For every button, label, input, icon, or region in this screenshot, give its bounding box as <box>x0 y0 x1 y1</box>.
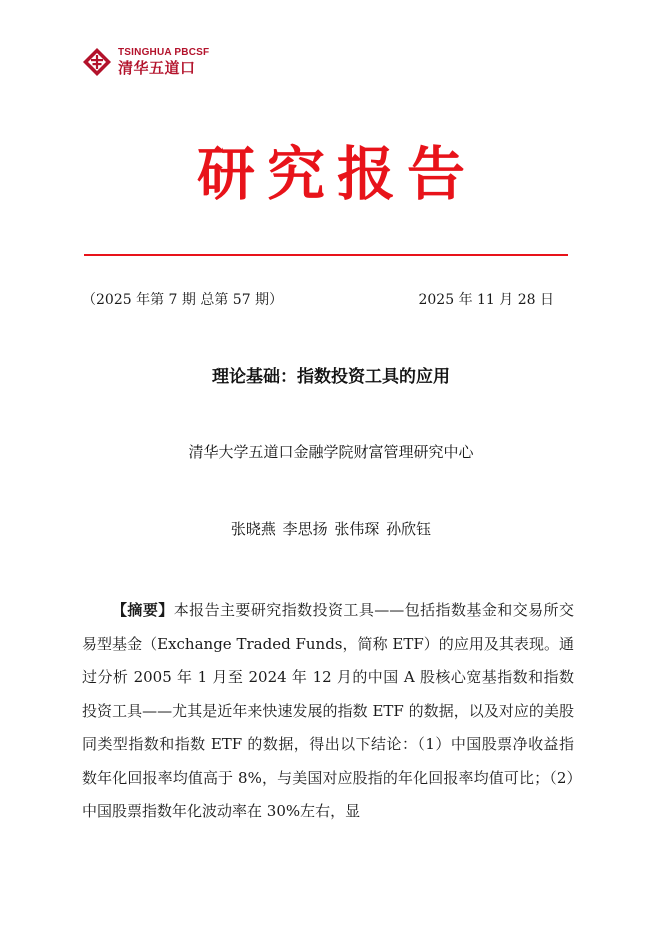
research-institution: 清华大学五道口金融学院财富管理研究中心 <box>188 443 474 461</box>
logo-chinese-name: 清华五道口 <box>118 59 196 77</box>
issue-number: （2025 年第 7 期 总第 57 期） <box>82 292 284 308</box>
publish-date: 2025 年 11 月 28 日 <box>418 292 554 308</box>
pbcsf-logo-icon <box>82 47 112 77</box>
abstract-label: 【摘要】 <box>112 601 174 619</box>
report-heading: 研究报告 <box>196 140 477 208</box>
article-title: 理论基础：指数投资工具的应用 <box>212 367 450 387</box>
abstract-paragraph <box>82 594 574 829</box>
heading-divider <box>84 254 568 256</box>
institution-logo <box>82 47 209 77</box>
author-list: 张晓燕 李思扬 张伟琛 孙欣钰 <box>230 520 432 538</box>
abstract-text: 本报告主要研究指数投资工具——包括指数基金和交易所交易型基金（Exchange Traded Funds，简称 ETF）的应用及其表现。通过分析 2005 年 1 月至 2024 年 12 月的中国 A 股核心宽基指数和指数投资工具——尤其是近年来快速发展的指数 ETF 的数据，以及对应的美股同类型指数和指数 ETF 的数据，得出以下结论：（1）中国股票净收益指数年化回报率均值高于 8%，与美国对应股指的年化回报率均值可比；（2）中国股票指数年化波动率在 30%左右，显 <box>82 601 574 820</box>
logo-english-name: TSINGHUA PBCSF <box>118 47 210 58</box>
